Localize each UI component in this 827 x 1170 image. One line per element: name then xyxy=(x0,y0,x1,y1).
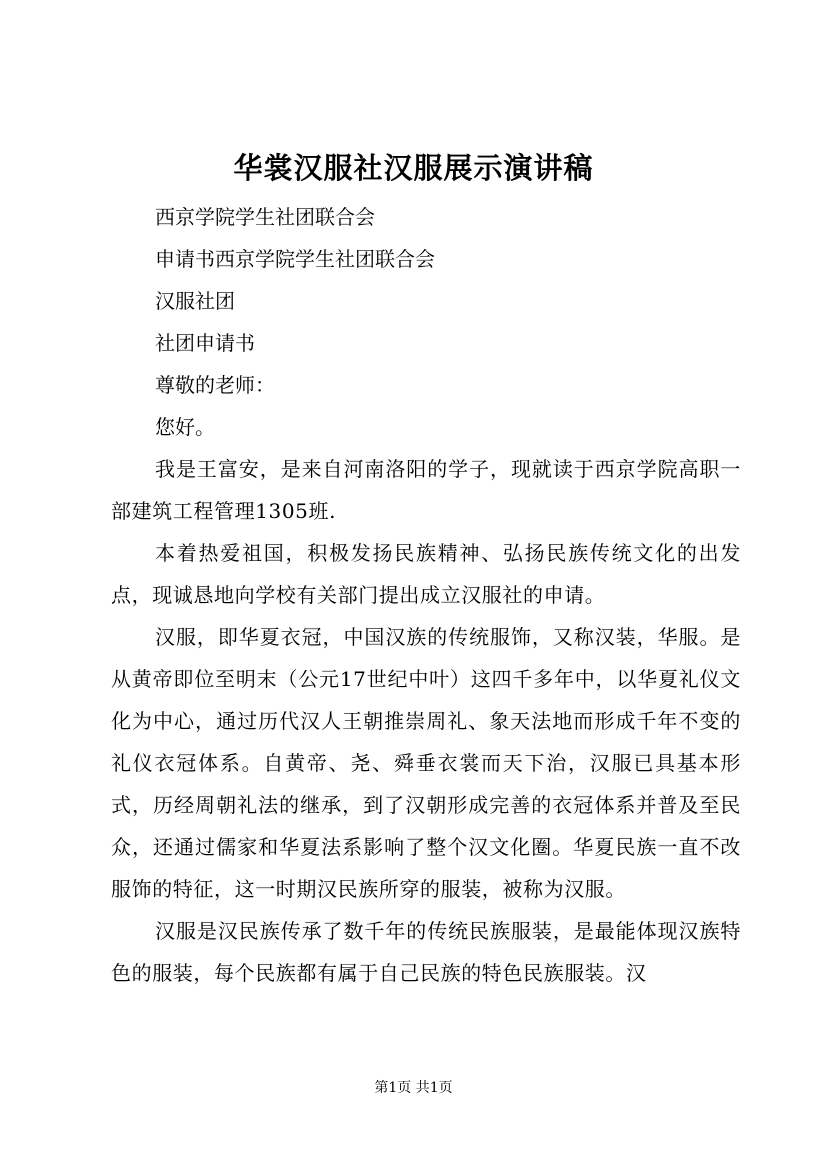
header-lines xyxy=(155,196,755,448)
paragraph-hanfu-significance: 汉服是汉民族传承了数千年的传统民族服装，是最能体现汉族特色的服装，每个民族都有属于自己民族的特色民族服装。汉 xyxy=(111,919,741,985)
paragraph-purpose: 本着热爱祖国，积极发扬民族精神、弘扬民族传统文化的出发点，现诚恳地向学校有关部门提出成立汉服社的申请。 xyxy=(111,541,741,607)
header-line-club-application: 社团申请书 xyxy=(155,331,255,355)
page-footer: 第1页 共1页 xyxy=(374,1080,453,1096)
header-line-club: 汉服社团 xyxy=(155,289,235,313)
header-line-application: 申请书西京学院学生社团联合会 xyxy=(155,247,435,271)
document-title: 华裳汉服社汉服展示演讲稿 xyxy=(233,151,594,185)
document-body xyxy=(111,448,741,994)
paragraph-introduction: 我是王富安，是来自河南洛阳的学子，现就读于西京学院高职一部建筑工程管理1305班. xyxy=(111,457,741,523)
paragraph-hanfu-history: 汉服，即华夏衣冠，中国汉族的传统服饰，又称汉装，华服。是从黄帝即位至明末（公元17世纪中叶）这四千多年中，以华夏礼仪文化为中心，通过历代汉人王朝推崇周礼、象天法地而形成千年不变的礼仪衣冠体系。自黄帝、尧、舜垂衣裳而天下治，汉服已具基本形式，历经周朝礼法的继承，到了汉朝形成完善的衣冠体系并普及至民众，还通过儒家和华夏法系影响了整个汉文化圈。华夏民族一直不改服饰的特征，这一时期汉民族所穿的服装，被称为汉服。 xyxy=(111,625,741,901)
header-line-organization: 西京学院学生社团联合会 xyxy=(155,205,375,229)
greeting: 您好。 xyxy=(155,415,215,439)
salutation: 尊敬的老师： xyxy=(155,373,275,397)
